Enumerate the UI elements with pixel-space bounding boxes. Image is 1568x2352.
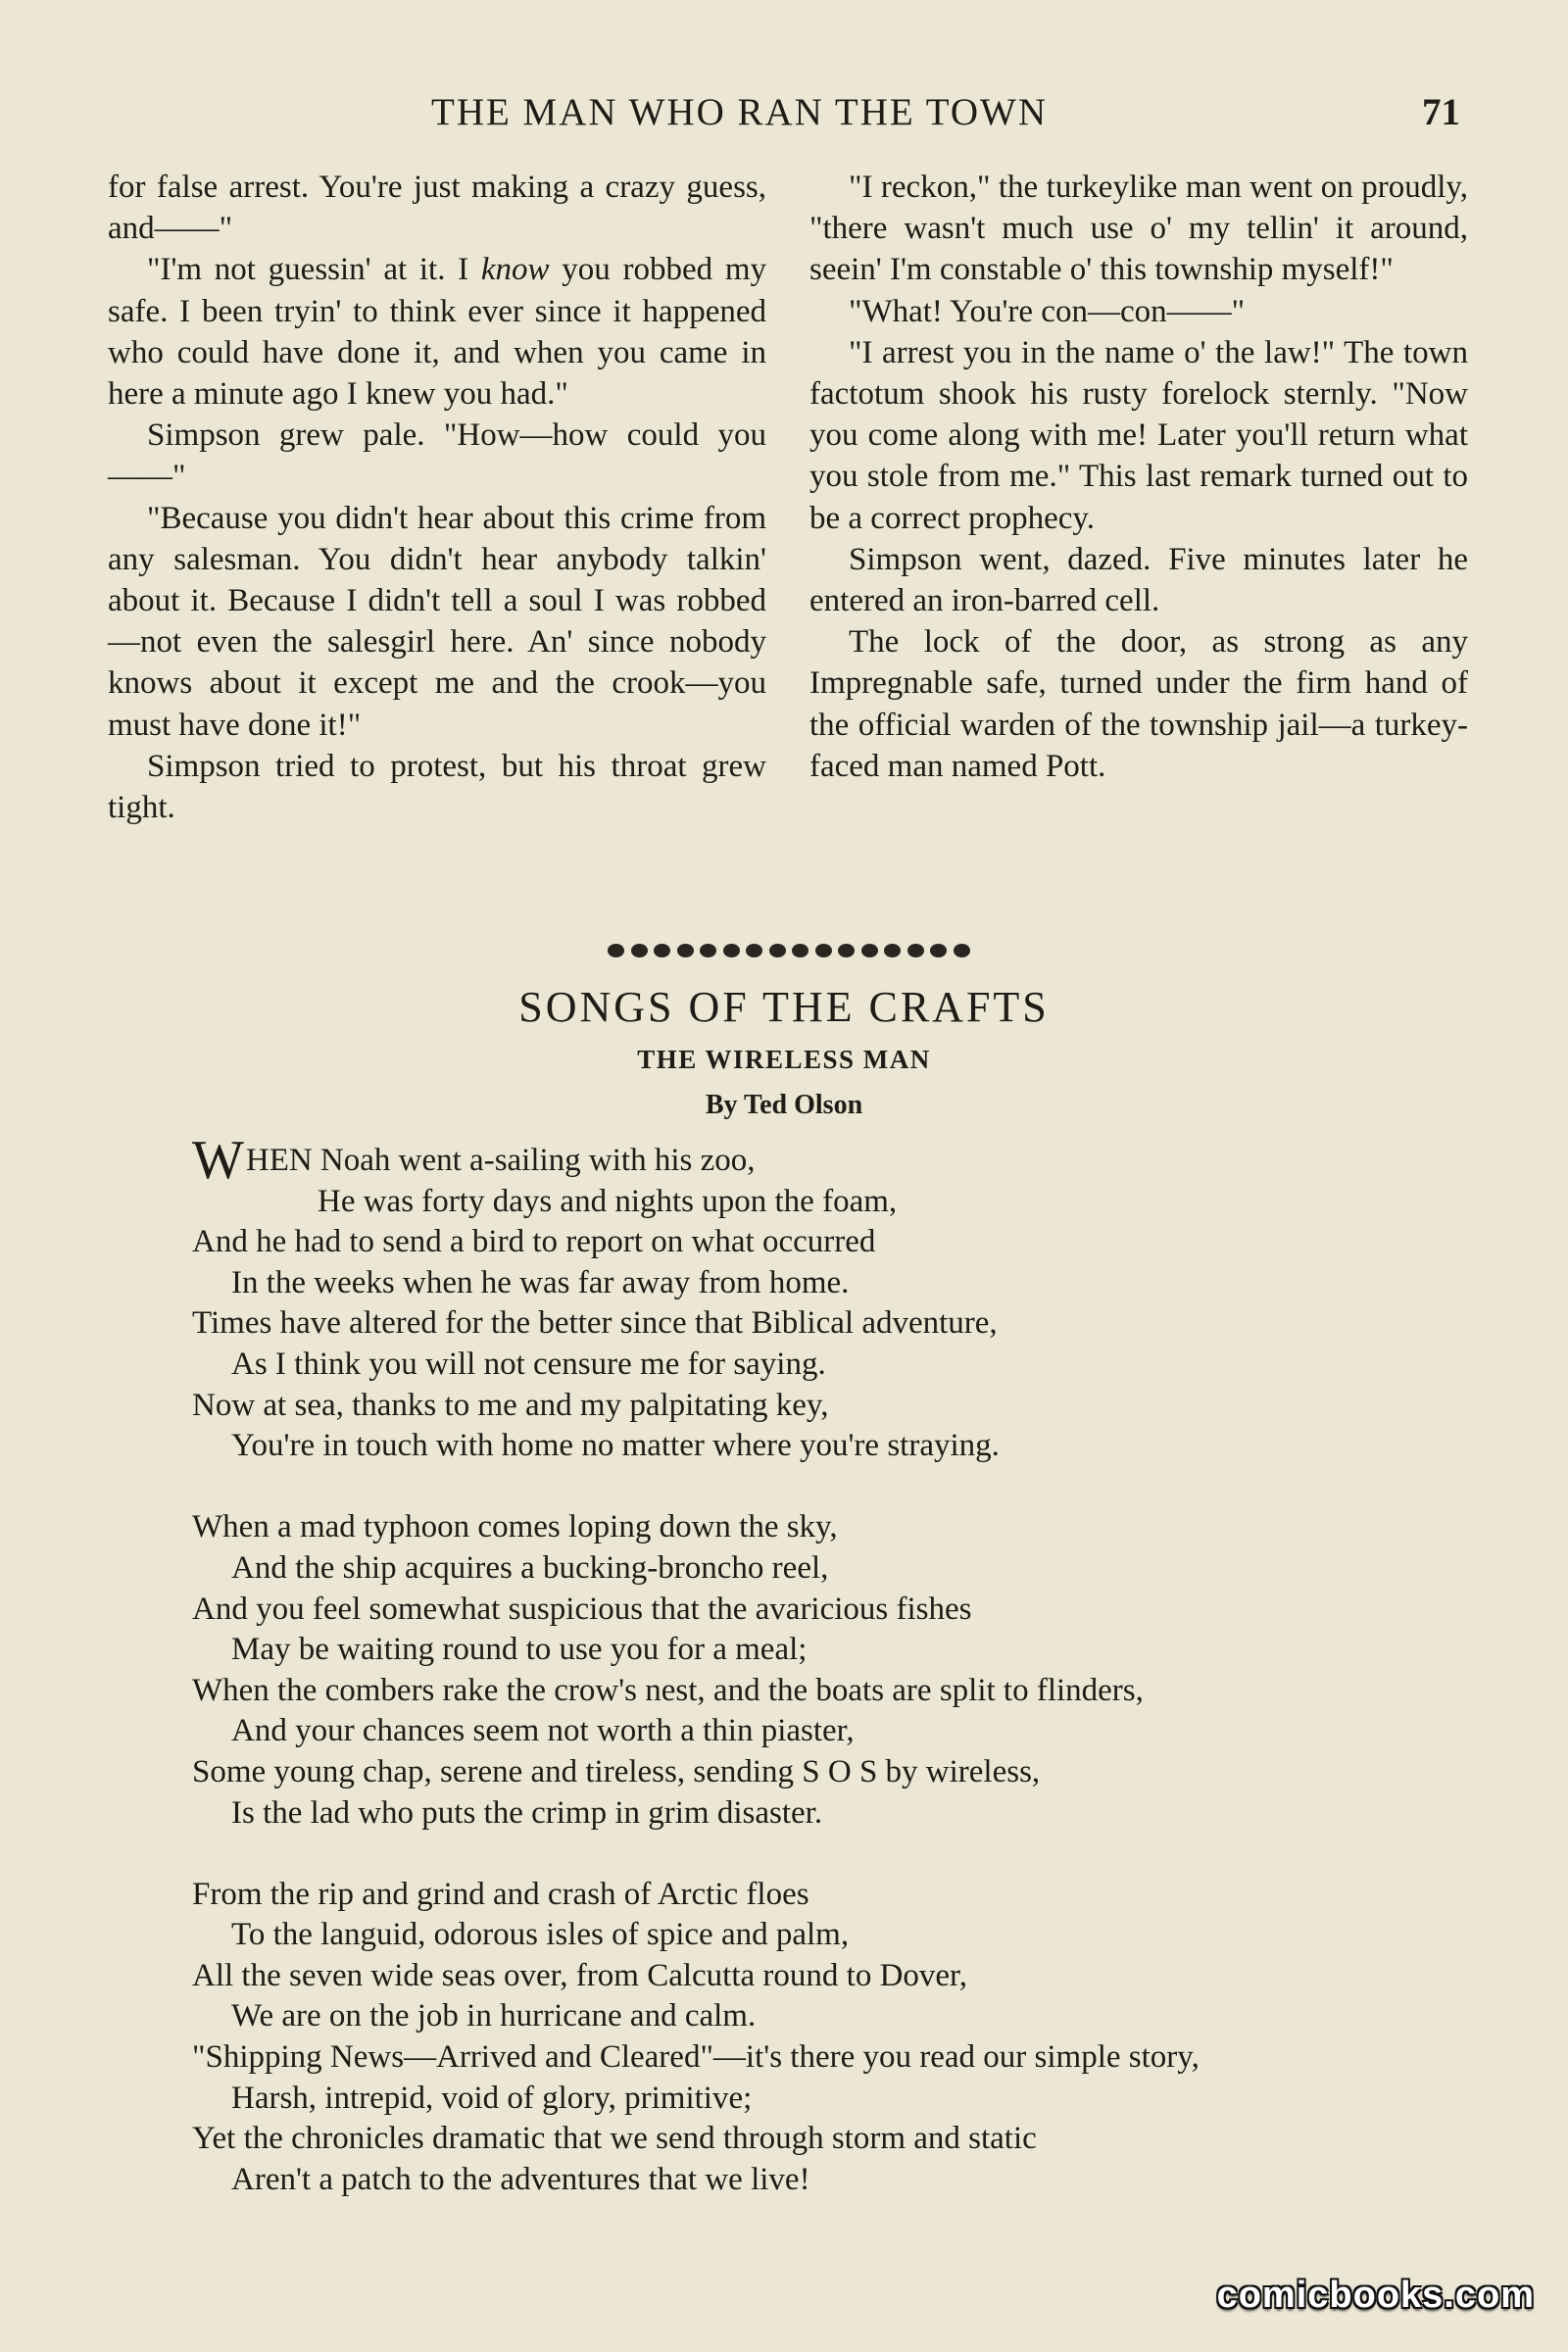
poem-line-text: To the languid, odorous isles of spice and palm, [231, 1917, 850, 1953]
poem-line-text: Is the lad who puts the crimp in grim disaster. [231, 1794, 823, 1831]
poem-line [192, 1793, 1466, 1835]
ornament-mark [884, 944, 901, 957]
poem-body [192, 1130, 1466, 2241]
poem-line [192, 1590, 1466, 1631]
paragraph-text: you robbed my safe. I been tryin' to think ever since it happened who could have done it, and when you came in here a minute ago I knew you had." [108, 252, 766, 413]
poem-line-text: "Shipping News—Arrived and Cleared"—it's there you read our simple story, [192, 2039, 1200, 2076]
story-paragraph [108, 249, 766, 415]
paragraph-text: "I'm not guessin' at it. I [147, 252, 481, 288]
story-paragraph [108, 498, 766, 746]
poem-line-text: Yet the chronicles dramatic that we send through storm and static [192, 2121, 1037, 2157]
poem-line [192, 1303, 1466, 1345]
story-paragraph [108, 415, 766, 497]
story-right-column [809, 167, 1468, 787]
poem-stanza [192, 1507, 1466, 1834]
ornament-mark [930, 944, 947, 957]
poem-line-text: As I think you will not censure me for saying. [231, 1346, 826, 1382]
story-paragraph [809, 291, 1468, 332]
ornament-mark [631, 944, 648, 957]
poem-line-text: He was forty days and nights upon the foam, [318, 1183, 898, 1219]
poem-line [192, 1711, 1466, 1752]
story-paragraph [108, 167, 766, 249]
poem-line [192, 1182, 1466, 1223]
poem-line-text: Times have altered for the better since that Biblical adventure, [192, 1305, 998, 1342]
poem-line [192, 1996, 1466, 2037]
ornament-divider [608, 937, 970, 964]
drop-cap: W [192, 1130, 244, 1191]
poem-line-text: HEN Noah went a-sailing with his zoo, [245, 1143, 756, 1178]
poem-line [192, 2160, 1466, 2201]
poem-line [192, 1956, 1466, 1997]
ornament-mark [677, 944, 694, 957]
poem-stanza [192, 1875, 1466, 2201]
watermark-logo: comicbooks.com [1216, 2275, 1535, 2316]
poem-title: SONGS OF THE CRAFTS [518, 983, 1050, 1031]
paragraph-text: Simpson grew pale. "How—how could you——" [108, 417, 766, 495]
story-paragraph [809, 167, 1468, 291]
poem-line [192, 1630, 1466, 1671]
poem-line [192, 1548, 1466, 1590]
paragraph-text: "What! You're con—con——" [849, 293, 1246, 329]
ornament-mark [700, 944, 716, 957]
paragraph-text: "I arrest you in the name o' the law!" The town factotum shook his rusty forelock sternly. "Now you come along with me! Later you'll return what you stole from me." This last remark turned out to be a correct prophecy. [809, 334, 1468, 536]
story-paragraph [809, 332, 1468, 539]
poem-line [192, 1507, 1466, 1548]
ornament-mark [954, 944, 970, 957]
story-paragraph [108, 746, 766, 828]
poem-line-text: All the seven wide seas over, from Calcutta round to Dover, [192, 1957, 967, 1993]
poem-line-text: When a mad typhoon comes loping down the sky, [192, 1509, 838, 1545]
paragraph-text: Simpson tried to protest, but his throat grew tight. [108, 748, 766, 826]
emphasis-text: know [480, 252, 550, 288]
paragraph-text: The lock of the door, as strong as any Impregnable safe, turned under the firm hand of the official warden of the township jail—a turkey-faced man named Pott. [809, 624, 1468, 784]
ornament-mark [907, 944, 924, 957]
poem-stanza [192, 1130, 1466, 1467]
poem-line-text: You're in touch with home no matter where you're straying. [231, 1428, 1000, 1464]
poem-line-text: Some young chap, serene and tireless, sending S O S by wireless, [192, 1753, 1041, 1789]
story-paragraph [809, 539, 1468, 621]
poem-line [192, 1345, 1466, 1386]
poem-line [192, 2037, 1466, 2079]
ornament-mark [792, 944, 808, 957]
poem-line [192, 1222, 1466, 1263]
ornament-mark [654, 944, 670, 957]
poem-line-text: And he had to send a bird to report on what occurred [192, 1224, 876, 1260]
poem-line-text: Harsh, intrepid, void of glory, primitive; [231, 2080, 753, 2116]
poem-line-text: And the ship acquires a bucking-broncho reel, [231, 1549, 829, 1586]
poem-line-text: Aren't a patch to the adventures that we live! [231, 2161, 810, 2197]
poem-line [192, 1386, 1466, 1427]
ornament-mark [815, 944, 832, 957]
ornament-mark [746, 944, 762, 957]
running-title: THE MAN WHO RAN THE TOWN [431, 91, 1049, 133]
story-paragraph [809, 621, 1468, 787]
ornament-mark [838, 944, 855, 957]
ornament-mark [861, 944, 878, 957]
poem-line-text: We are on the job in hurricane and calm. [231, 1998, 757, 2034]
running-head [108, 90, 1460, 141]
poem-line [192, 1426, 1466, 1467]
page-number: 71 [1422, 91, 1460, 133]
poem-line [192, 1671, 1466, 1712]
paragraph-text: "I reckon," the turkeylike man went on proudly, "there wasn't much use o' my tellin' it around, seein' I'm constable o' this township myself!" [809, 170, 1468, 288]
poem-line [192, 1875, 1466, 1916]
poem-subtitle: THE WIRELESS MAN [637, 1045, 931, 1074]
poem-line-text: From the rip and grind and crash of Arctic floes [192, 1876, 809, 1912]
paragraph-text: "Because you didn't hear about this crime from any salesman. You didn't hear anybody talkin' about it. Because I didn't tell a soul I was robbed—not even the salesgirl here. An' since nobody knows about it except me and the crook—you must have done it!" [108, 500, 766, 743]
poem-line-text: And your chances seem not worth a thin piaster, [231, 1713, 855, 1749]
poem-line-text: When the combers rake the crow's nest, and the boats are split to flinders, [192, 1672, 1144, 1708]
poem-line-text: In the weeks when he was far away from home. [231, 1264, 850, 1300]
poem-byline: By Ted Olson [705, 1090, 863, 1120]
poem-line [192, 1752, 1466, 1793]
poem-line-text: And you feel somewhat suspicious that the avaricious fishes [192, 1591, 972, 1627]
paragraph-text: for false arrest. You're just making a crazy guess, and——" [108, 170, 766, 247]
ornament-mark [723, 944, 740, 957]
poem-line [192, 1915, 1466, 1956]
poem-line [192, 1130, 1466, 1191]
poem-line-text: May be waiting round to use you for a meal; [231, 1632, 808, 1668]
ornament-mark [769, 944, 786, 957]
story-left-column [108, 167, 766, 828]
paragraph-text: Simpson went, dazed. Five minutes later he entered an iron-barred cell. [809, 541, 1468, 619]
poem-line [192, 2119, 1466, 2160]
poem-line-text: Now at sea, thanks to me and my palpitating key, [192, 1387, 829, 1423]
ornament-mark [608, 944, 624, 957]
poem-line [192, 1263, 1466, 1304]
poem-line [192, 2079, 1466, 2120]
